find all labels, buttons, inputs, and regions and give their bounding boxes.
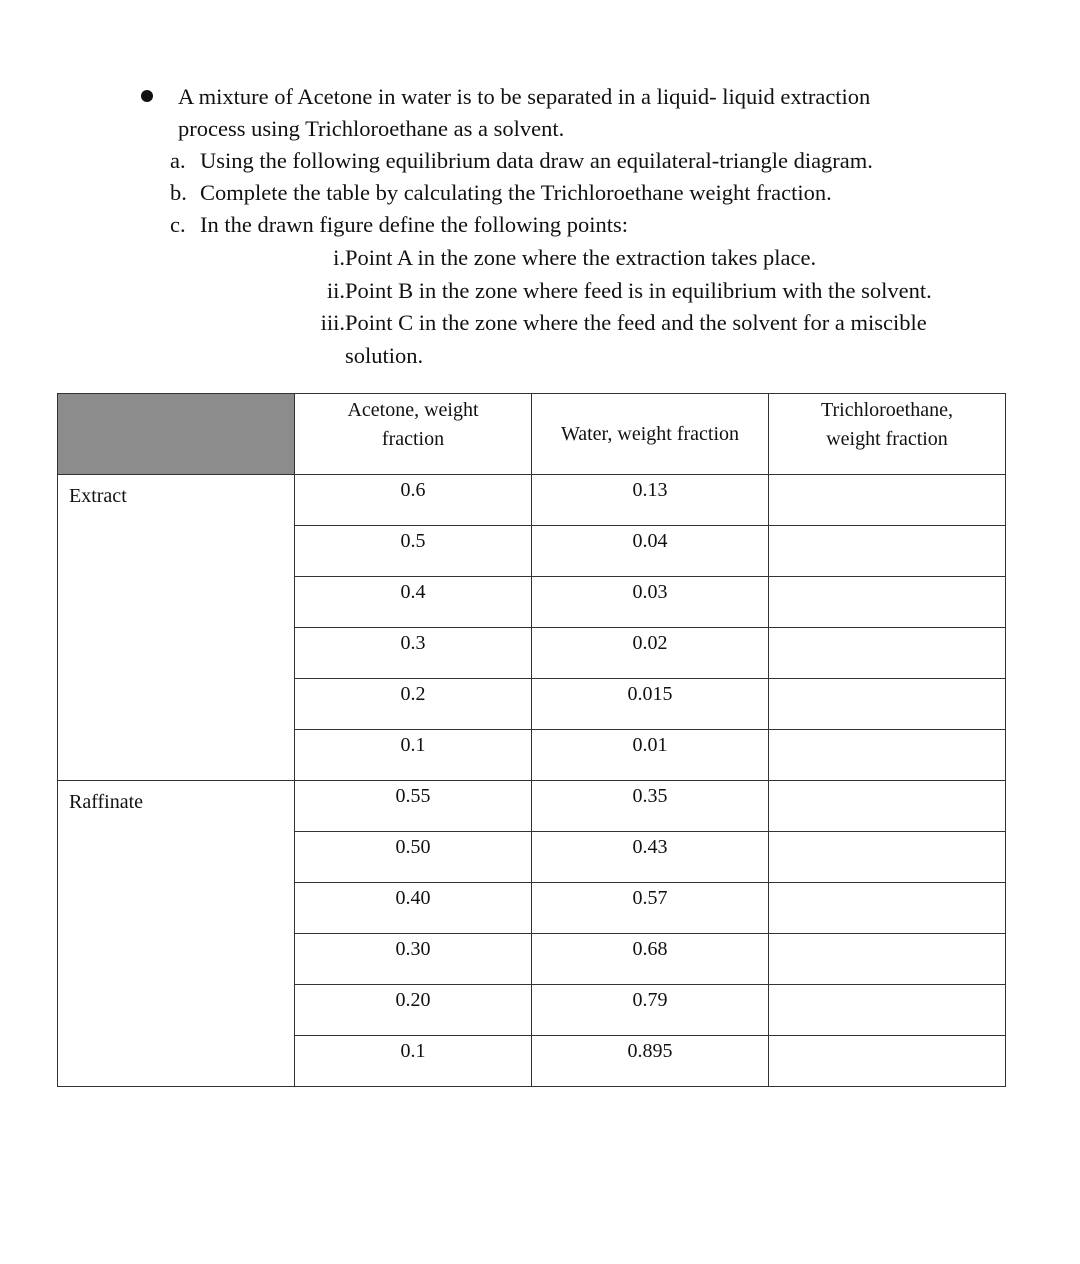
subpart-ii-text: Point B in the zone where feed is in equilibrium with the solvent. xyxy=(345,278,932,303)
intro-line-1: A mixture of Acetone in water is to be separated in a liquid- liquid extraction xyxy=(178,84,871,109)
part-b-marker: b. xyxy=(170,180,187,205)
tce-cell[interactable] xyxy=(769,934,1006,985)
extract-label: Extract xyxy=(58,475,295,781)
header-acetone-line2: fraction xyxy=(381,428,445,450)
header-row xyxy=(58,394,1006,475)
tce-cell[interactable] xyxy=(769,475,1006,526)
tce-cell[interactable] xyxy=(769,1036,1006,1087)
table-row xyxy=(58,781,1006,832)
water-cell: 0.01 xyxy=(532,730,769,781)
part-a-marker: a. xyxy=(170,148,186,173)
raffinate-label: Raffinate xyxy=(58,781,295,1087)
water-cell: 0.35 xyxy=(532,781,769,832)
subpart-i-text: Point A in the zone where the extraction takes place. xyxy=(345,245,817,270)
water-cell: 0.04 xyxy=(532,526,769,577)
water-cell: 0.57 xyxy=(532,883,769,934)
subpart-iii-text: Point C in the zone where the feed and the solvent for a miscible xyxy=(345,310,927,335)
water-cell: 0.03 xyxy=(532,577,769,628)
water-cell: 0.79 xyxy=(532,985,769,1036)
subpart-i-marker: i. xyxy=(333,245,345,270)
acetone-cell: 0.40 xyxy=(295,883,532,934)
water-cell: 0.43 xyxy=(532,832,769,883)
tce-cell[interactable] xyxy=(769,526,1006,577)
tce-cell[interactable] xyxy=(769,883,1006,934)
water-cell: 0.68 xyxy=(532,934,769,985)
acetone-cell: 0.50 xyxy=(295,832,532,883)
acetone-cell: 0.3 xyxy=(295,628,532,679)
acetone-cell: 0.5 xyxy=(295,526,532,577)
acetone-cell: 0.30 xyxy=(295,934,532,985)
part-b xyxy=(170,182,832,205)
part-c-marker: c. xyxy=(170,212,186,237)
acetone-cell: 0.1 xyxy=(295,1036,532,1087)
subpart-ii-marker: ii. xyxy=(326,278,345,303)
part-a-text: Using the following equilibrium data draw an equilateral-triangle diagram. xyxy=(200,148,873,173)
tce-cell[interactable] xyxy=(769,781,1006,832)
subpart-i xyxy=(300,247,816,270)
water-cell: 0.02 xyxy=(532,628,769,679)
acetone-cell: 0.6 xyxy=(295,475,532,526)
subpart-iii xyxy=(300,312,927,335)
water-cell: 0.015 xyxy=(532,679,769,730)
subpart-ii xyxy=(300,280,932,303)
part-c-text: In the drawn figure define the following points: xyxy=(200,212,629,237)
acetone-cell: 0.2 xyxy=(295,679,532,730)
subpart-iii-marker: iii. xyxy=(320,310,345,335)
subpart-iii-cont: solution. xyxy=(345,343,424,368)
tce-cell[interactable] xyxy=(769,577,1006,628)
tce-cell[interactable] xyxy=(769,985,1006,1036)
part-a xyxy=(170,150,873,173)
part-c xyxy=(170,214,628,237)
bullet-icon xyxy=(141,90,153,102)
header-tce-line2: weight fraction xyxy=(826,428,948,450)
part-b-text: Complete the table by calculating the Trichloroethane weight fraction. xyxy=(200,180,832,205)
tce-cell[interactable] xyxy=(769,628,1006,679)
header-tce-line1: Trichloroethane, xyxy=(820,399,953,421)
header-blank-cell xyxy=(58,394,295,475)
header-trichloroethane xyxy=(769,394,1006,475)
header-acetone xyxy=(295,394,532,475)
tce-cell[interactable] xyxy=(769,679,1006,730)
acetone-cell: 0.55 xyxy=(295,781,532,832)
acetone-cell: 0.4 xyxy=(295,577,532,628)
header-water: Water, weight fraction xyxy=(532,394,769,475)
acetone-cell: 0.20 xyxy=(295,985,532,1036)
intro-line-2: process using Trichloroethane as a solvent. xyxy=(178,116,565,141)
tce-cell[interactable] xyxy=(769,730,1006,781)
table-row xyxy=(58,475,1006,526)
water-cell: 0.13 xyxy=(532,475,769,526)
acetone-cell: 0.1 xyxy=(295,730,532,781)
header-acetone-line1: Acetone, weight xyxy=(347,399,479,421)
water-cell: 0.895 xyxy=(532,1036,769,1087)
equilibrium-table xyxy=(57,393,1006,1087)
tce-cell[interactable] xyxy=(769,832,1006,883)
